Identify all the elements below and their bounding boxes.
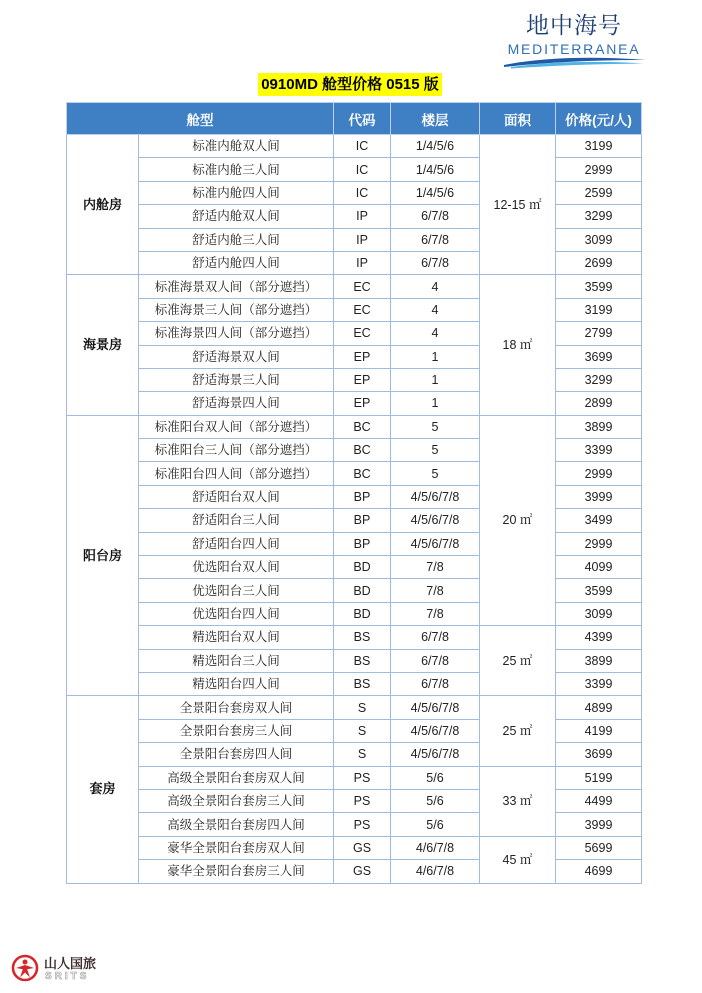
table-row: [67, 462, 642, 485]
title-bar: [0, 73, 700, 96]
price-cell: 3899: [556, 415, 642, 438]
cabin-code-cell: PS: [334, 766, 391, 789]
price-cell: 3199: [556, 135, 642, 158]
deck-floor-cell: 4: [391, 275, 480, 298]
price-cell: 3099: [556, 228, 642, 251]
cabin-name-cell: 舒适海景三人间: [139, 368, 334, 391]
table-row: [67, 696, 642, 719]
table-row: [67, 322, 642, 345]
price-cell: 3899: [556, 649, 642, 672]
price-cell: 2599: [556, 181, 642, 204]
agency-logo: [11, 953, 111, 985]
cabin-code-cell: BC: [334, 439, 391, 462]
cabin-name-cell: 标准海景三人间（部分遮挡）: [139, 298, 334, 321]
deck-floor-cell: 6/7/8: [391, 672, 480, 695]
agency-emblem-icon: [11, 954, 39, 982]
table-row: [67, 602, 642, 625]
deck-floor-cell: 4: [391, 298, 480, 321]
price-cell: 3999: [556, 485, 642, 508]
table-row: [67, 392, 642, 415]
deck-floor-cell: 6/7/8: [391, 649, 480, 672]
cabin-name-cell: 舒适阳台四人间: [139, 532, 334, 555]
cabin-name-cell: 标准内舱双人间: [139, 135, 334, 158]
price-cell: 2999: [556, 158, 642, 181]
price-cell: 2999: [556, 532, 642, 555]
header-floor: 楼层: [391, 103, 480, 135]
cabin-code-cell: EC: [334, 298, 391, 321]
table-row: [67, 766, 642, 789]
deck-floor-cell: 4/5/6/7/8: [391, 743, 480, 766]
wave-icon: [503, 56, 647, 69]
table-row: [67, 485, 642, 508]
cabin-name-cell: 全景阳台套房四人间: [139, 743, 334, 766]
price-cell: 3099: [556, 602, 642, 625]
header-code: 代码: [334, 103, 391, 135]
cabin-code-cell: GS: [334, 860, 391, 883]
cabin-code-cell: BP: [334, 485, 391, 508]
table-row: [67, 579, 642, 602]
cabin-name-cell: 舒适海景双人间: [139, 345, 334, 368]
deck-floor-cell: 6/7/8: [391, 626, 480, 649]
price-cell: 4399: [556, 626, 642, 649]
deck-floor-cell: 5/6: [391, 766, 480, 789]
price-cell: 5699: [556, 836, 642, 859]
deck-floor-cell: 5: [391, 415, 480, 438]
cabin-code-cell: BD: [334, 579, 391, 602]
cabin-code-cell: BD: [334, 602, 391, 625]
deck-floor-cell: 6/7/8: [391, 251, 480, 274]
cabin-code-cell: BS: [334, 626, 391, 649]
deck-floor-cell: 4/6/7/8: [391, 860, 480, 883]
table-header: [67, 103, 642, 135]
deck-floor-cell: 5: [391, 462, 480, 485]
table-row: [67, 672, 642, 695]
cabin-code-cell: BS: [334, 672, 391, 695]
deck-floor-cell: 6/7/8: [391, 205, 480, 228]
price-cell: 3499: [556, 509, 642, 532]
cabin-name-cell: 标准海景四人间（部分遮挡）: [139, 322, 334, 345]
deck-floor-cell: 1/4/5/6: [391, 135, 480, 158]
cabin-code-cell: EC: [334, 275, 391, 298]
table-row: [67, 368, 642, 391]
price-cell: 2999: [556, 462, 642, 485]
header-area: 面积: [480, 103, 556, 135]
deck-floor-cell: 4/6/7/8: [391, 836, 480, 859]
cabin-code-cell: EP: [334, 368, 391, 391]
table-row: [67, 275, 642, 298]
page-title: 0910MD 舱型价格 0515 版: [258, 73, 442, 96]
cabin-name-cell: 舒适内舱三人间: [139, 228, 334, 251]
table-row: [67, 556, 642, 579]
agency-name-en: SRITS: [45, 971, 90, 982]
cabin-name-cell: 高级全景阳台套房四人间: [139, 813, 334, 836]
cabin-code-cell: EP: [334, 345, 391, 368]
cabin-name-cell: 精选阳台三人间: [139, 649, 334, 672]
deck-floor-cell: 1: [391, 392, 480, 415]
cabin-category-cell: 海景房: [67, 275, 139, 415]
price-cell: 4499: [556, 789, 642, 812]
deck-floor-cell: 4/5/6/7/8: [391, 485, 480, 508]
deck-floor-cell: 1/4/5/6: [391, 158, 480, 181]
cabin-name-cell: 高级全景阳台套房双人间: [139, 766, 334, 789]
table-row: [67, 228, 642, 251]
cabin-area-cell: 12-15 ㎡: [480, 135, 556, 275]
brand-logo: [499, 9, 649, 71]
table-body: [67, 135, 642, 884]
cabin-code-cell: BC: [334, 462, 391, 485]
table-row: [67, 439, 642, 462]
table-row: [67, 719, 642, 742]
price-cell: 4699: [556, 860, 642, 883]
price-cell: 2699: [556, 251, 642, 274]
price-table: [66, 102, 642, 884]
cabin-name-cell: 精选阳台双人间: [139, 626, 334, 649]
table-row: [67, 509, 642, 532]
agency-name-cn: 山人国旅: [44, 956, 97, 971]
cabin-name-cell: 舒适内舱四人间: [139, 251, 334, 274]
cabin-category-cell: 套房: [67, 696, 139, 883]
cabin-code-cell: EC: [334, 322, 391, 345]
cabin-name-cell: 精选阳台四人间: [139, 672, 334, 695]
cabin-area-cell: 18 ㎡: [480, 275, 556, 415]
cabin-code-cell: S: [334, 719, 391, 742]
price-cell: 3299: [556, 205, 642, 228]
price-cell: 4099: [556, 556, 642, 579]
cabin-code-cell: BD: [334, 556, 391, 579]
price-cell: 3599: [556, 275, 642, 298]
price-cell: 2899: [556, 392, 642, 415]
cabin-area-cell: 20 ㎡: [480, 415, 556, 626]
cabin-code-cell: IC: [334, 135, 391, 158]
cabin-name-cell: 舒适阳台三人间: [139, 509, 334, 532]
cabin-category-cell: 内舱房: [67, 135, 139, 275]
cabin-name-cell: 舒适海景四人间: [139, 392, 334, 415]
deck-floor-cell: 4/5/6/7/8: [391, 509, 480, 532]
cabin-code-cell: IP: [334, 205, 391, 228]
cabin-area-cell: 33 ㎡: [480, 766, 556, 836]
cabin-code-cell: S: [334, 743, 391, 766]
cabin-name-cell: 舒适阳台双人间: [139, 485, 334, 508]
cabin-name-cell: 标准阳台三人间（部分遮挡）: [139, 439, 334, 462]
cabin-code-cell: BP: [334, 509, 391, 532]
table-row: [67, 158, 642, 181]
table-row: [67, 135, 642, 158]
deck-floor-cell: 5/6: [391, 813, 480, 836]
cabin-area-cell: 45 ㎡: [480, 836, 556, 883]
cabin-name-cell: 优选阳台双人间: [139, 556, 334, 579]
cabin-name-cell: 全景阳台套房双人间: [139, 696, 334, 719]
price-cell: 2799: [556, 322, 642, 345]
cabin-name-cell: 标准内舱四人间: [139, 181, 334, 204]
cabin-code-cell: GS: [334, 836, 391, 859]
price-cell: 3199: [556, 298, 642, 321]
cabin-code-cell: IC: [334, 158, 391, 181]
table-row: [67, 813, 642, 836]
cabin-code-cell: BP: [334, 532, 391, 555]
table-header-row: [67, 103, 642, 135]
deck-floor-cell: 7/8: [391, 579, 480, 602]
cabin-name-cell: 优选阳台三人间: [139, 579, 334, 602]
cabin-name-cell: 高级全景阳台套房三人间: [139, 789, 334, 812]
brand-name-cn: 地中海号: [526, 12, 622, 38]
cabin-code-cell: BC: [334, 415, 391, 438]
cabin-name-cell: 豪华全景阳台套房双人间: [139, 836, 334, 859]
deck-floor-cell: 1/4/5/6: [391, 181, 480, 204]
table-row: [67, 626, 642, 649]
cabin-area-cell: 25 ㎡: [480, 626, 556, 696]
table-row: [67, 298, 642, 321]
table-row: [67, 415, 642, 438]
price-cell: 3299: [556, 368, 642, 391]
deck-floor-cell: 4/5/6/7/8: [391, 696, 480, 719]
deck-floor-cell: 4/5/6/7/8: [391, 532, 480, 555]
price-cell: 3699: [556, 345, 642, 368]
table-row: [67, 532, 642, 555]
deck-floor-cell: 1: [391, 345, 480, 368]
cabin-code-cell: S: [334, 696, 391, 719]
cabin-name-cell: 标准阳台双人间（部分遮挡）: [139, 415, 334, 438]
table-row: [67, 181, 642, 204]
deck-floor-cell: 7/8: [391, 556, 480, 579]
cabin-name-cell: 优选阳台四人间: [139, 602, 334, 625]
deck-floor-cell: 5/6: [391, 789, 480, 812]
table-row: [67, 649, 642, 672]
deck-floor-cell: 1: [391, 368, 480, 391]
cabin-code-cell: IP: [334, 228, 391, 251]
deck-floor-cell: 7/8: [391, 602, 480, 625]
table-row: [67, 345, 642, 368]
header-cabin-type: 舱型: [67, 103, 334, 135]
table-row: [67, 743, 642, 766]
cabin-name-cell: 舒适内舱双人间: [139, 205, 334, 228]
price-cell: 3999: [556, 813, 642, 836]
table-row: [67, 860, 642, 883]
cabin-code-cell: EP: [334, 392, 391, 415]
deck-floor-cell: 5: [391, 439, 480, 462]
cabin-code-cell: BS: [334, 649, 391, 672]
table-row: [67, 251, 642, 274]
cabin-name-cell: 全景阳台套房三人间: [139, 719, 334, 742]
brand-name-en: MEDITERRANEA: [507, 41, 641, 57]
deck-floor-cell: 6/7/8: [391, 228, 480, 251]
deck-floor-cell: 4: [391, 322, 480, 345]
deck-floor-cell: 4/5/6/7/8: [391, 719, 480, 742]
cabin-name-cell: 标准海景双人间（部分遮挡）: [139, 275, 334, 298]
price-cell: 3599: [556, 579, 642, 602]
cabin-name-cell: 标准内舱三人间: [139, 158, 334, 181]
price-cell: 3399: [556, 439, 642, 462]
table-row: [67, 205, 642, 228]
header-price: 价格(元/人): [556, 103, 642, 135]
price-cell: 5199: [556, 766, 642, 789]
table-row: [67, 789, 642, 812]
cabin-code-cell: PS: [334, 813, 391, 836]
cabin-category-cell: 阳台房: [67, 415, 139, 696]
table-row: [67, 836, 642, 859]
price-cell: 3699: [556, 743, 642, 766]
price-cell: 3399: [556, 672, 642, 695]
cabin-name-cell: 标准阳台四人间（部分遮挡）: [139, 462, 334, 485]
cabin-area-cell: 25 ㎡: [480, 696, 556, 766]
cabin-code-cell: IC: [334, 181, 391, 204]
cabin-code-cell: PS: [334, 789, 391, 812]
cabin-code-cell: IP: [334, 251, 391, 274]
price-cell: 4199: [556, 719, 642, 742]
cabin-name-cell: 豪华全景阳台套房三人间: [139, 860, 334, 883]
price-cell: 4899: [556, 696, 642, 719]
